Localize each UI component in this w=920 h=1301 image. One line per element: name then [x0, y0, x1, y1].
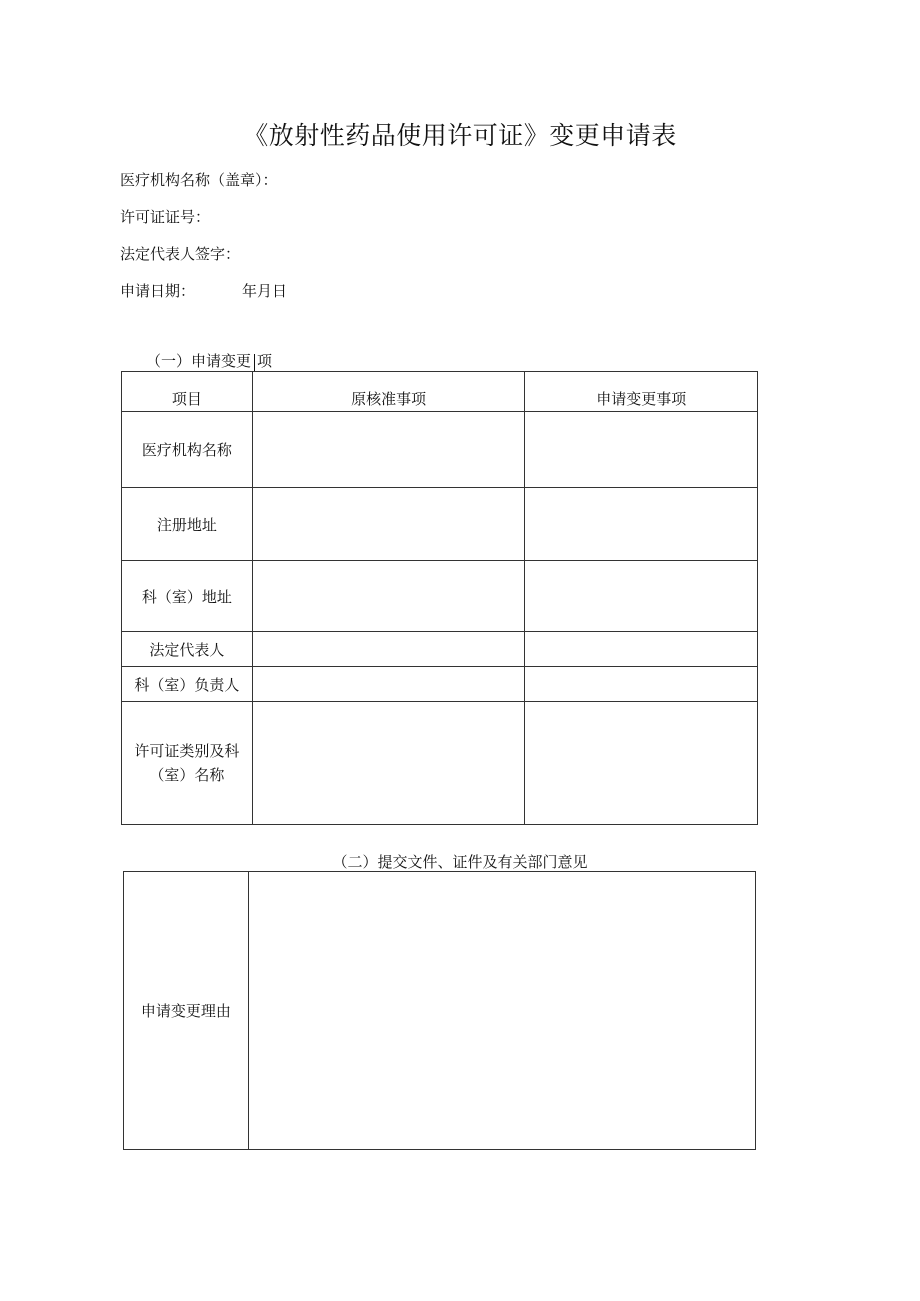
table-row [124, 872, 756, 1150]
change-reason-cell[interactable] [248, 872, 755, 1150]
original-license-category-cell[interactable] [252, 702, 525, 825]
date-unit-label: 年月日 [242, 282, 288, 300]
row-label-license-category: 许可证类别及科（室）名称 [122, 702, 253, 825]
row-label-institution-name: 医疗机构名称 [122, 412, 253, 488]
table-row [122, 702, 758, 825]
changed-department-address-cell[interactable] [525, 561, 758, 632]
table-row [122, 667, 758, 702]
license-number-field[interactable] [120, 206, 210, 227]
original-institution-name-cell[interactable] [252, 412, 525, 488]
changed-registered-address-cell[interactable] [525, 488, 758, 561]
legal-representative-label: 法定代表人签字： [120, 245, 241, 263]
row-label-legal-representative: 法定代表人 [122, 632, 253, 667]
original-legal-representative-cell[interactable] [252, 632, 525, 667]
changed-license-category-cell[interactable] [525, 702, 758, 825]
change-reason-table [123, 871, 756, 1150]
table-header-row [122, 372, 758, 412]
row-label-department-head: 科（室）负责人 [122, 667, 253, 702]
original-registered-address-cell[interactable] [252, 488, 525, 561]
row-label-department-address: 科（室）地址 [122, 561, 253, 632]
changed-department-head-cell[interactable] [525, 667, 758, 702]
section1-label: （一）申请变更 [146, 352, 252, 370]
table-row [122, 488, 758, 561]
changed-institution-name-cell[interactable] [525, 412, 758, 488]
header-change: 申请变更事项 [525, 372, 758, 412]
form-title: 《放射性药品使用许可证》变更申请表 [243, 121, 677, 150]
change-items-table [121, 371, 758, 825]
row-label-change-reason: 申请变更理由 [124, 872, 249, 1150]
application-date-field[interactable] [120, 280, 287, 301]
section1-heading [146, 350, 272, 371]
original-department-head-cell[interactable] [252, 667, 525, 702]
changed-legal-representative-cell[interactable] [525, 632, 758, 667]
original-department-address-cell[interactable] [252, 561, 525, 632]
count-input-cursor[interactable] [254, 354, 255, 371]
row-label-registered-address: 注册地址 [122, 488, 253, 561]
legal-representative-signature-field[interactable] [120, 243, 240, 264]
institution-name-label: 医疗机构名称（盖章）： [120, 171, 278, 189]
table-row [122, 561, 758, 632]
institution-name-field[interactable] [120, 169, 278, 190]
table-row [122, 632, 758, 667]
header-original: 原核准事项 [252, 372, 525, 412]
section2-heading: （二）提交文件、证件及有关部门意见 [332, 853, 588, 871]
application-date-label: 申请日期： [120, 282, 196, 300]
header-item: 项目 [122, 372, 253, 412]
table-row [122, 412, 758, 488]
section1-unit: 项 [257, 352, 273, 370]
license-number-label: 许可证证号： [120, 208, 211, 226]
